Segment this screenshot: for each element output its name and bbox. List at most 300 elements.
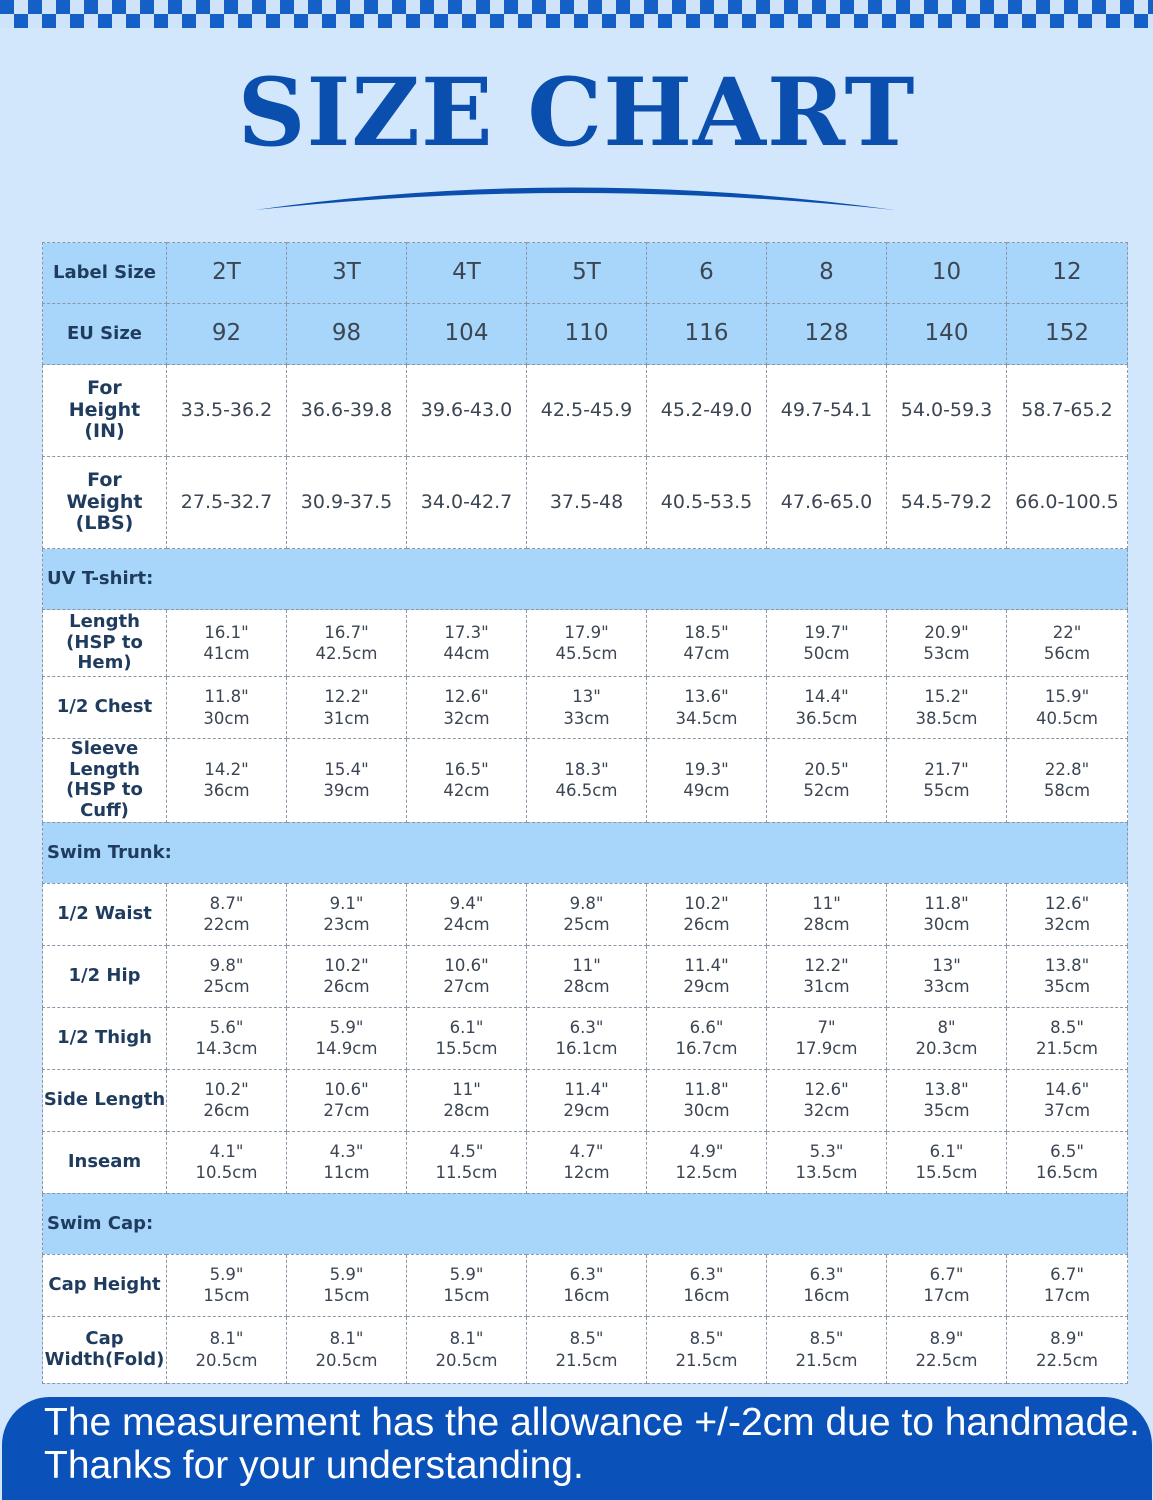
cm-value: 58cm [1043,781,1091,801]
checker-square [672,0,686,14]
cm-value: 41cm [203,644,250,663]
measurement-cell [1007,1316,1128,1383]
height-cell: 45.2-49.0 [647,365,767,457]
inch-value: 8.5" [809,1329,844,1349]
cm-value: 14.3cm [195,1039,258,1059]
cm-value: 15cm [323,1286,370,1306]
cm-value: 29cm [563,1101,610,1121]
inch-value: 16.7" [324,622,369,642]
inch-value: 5.9" [329,1264,364,1284]
measurement-cell [887,1254,1007,1316]
row-label-line: 1/2 Chest [56,696,153,718]
inch-value: 13.8" [1044,955,1090,975]
cm-value: 12.5cm [675,1163,738,1183]
inch-value: 17.9" [564,622,609,642]
row-label-line: Width(Fold) [44,1348,165,1370]
cm-value: 17cm [923,1286,970,1306]
height-cell: 58.7-65.2 [1007,365,1128,457]
cm-value: 34.5cm [675,708,738,728]
checker-square [840,0,854,14]
checker-square [168,0,182,14]
measurement-cell [647,1007,767,1069]
inch-value: 6.3" [809,1264,844,1284]
cm-value: 23cm [323,915,370,935]
measurement-row [43,1131,1128,1193]
checker-square [854,14,868,28]
measurement-cell [407,1254,527,1316]
section-title: Swim Trunk: [43,822,1128,883]
checker-square [518,14,532,28]
inch-value: 12.6" [1044,893,1090,913]
measurement-row [43,739,1128,823]
inch-value: 5.9" [209,1264,244,1284]
measurement-cell [647,1131,767,1193]
inch-value: 5.9" [329,1017,364,1037]
measurement-cell [287,610,407,677]
section-header-row [43,549,1128,610]
weight-cell: 54.5-79.2 [887,457,1007,549]
inch-value: 11.4" [684,955,729,975]
cm-value: 44cm [443,644,490,663]
inch-value: 12.2" [324,687,369,707]
checker-square [70,14,84,28]
measurement-cell [527,1069,647,1131]
row-label-line: Inseam [67,1150,142,1172]
measurement-cell [887,1007,1007,1069]
weight-cell: 37.5-48 [527,457,647,549]
cm-value: 42cm [443,781,490,801]
inch-value: 22" [1052,622,1082,642]
checker-square [1036,0,1050,14]
height-row [43,365,1128,457]
measurement-row [43,677,1128,739]
cm-value: 16.1cm [555,1039,618,1059]
inch-value: 4.5" [449,1141,484,1161]
checker-border [0,0,1153,28]
cm-value: 21.5cm [795,1350,858,1370]
cm-value: 36cm [203,781,250,801]
measurement-cell [1007,945,1128,1007]
checker-square [574,14,588,28]
eu_size-cell: 98 [287,304,407,365]
measurement-cell [767,1316,887,1383]
checker-square [406,14,420,28]
checker-square [1106,14,1120,28]
checker-square [952,0,966,14]
checker-square [336,0,350,14]
row-label-line: Length [69,610,140,632]
checker-square [294,14,308,28]
measurement-cell [407,1007,527,1069]
measurement-cell [167,1007,287,1069]
inch-value: 13.8" [924,1079,969,1099]
measurement-cell [767,1254,887,1316]
cm-value: 36.5cm [795,708,858,728]
measurement-cell [887,1131,1007,1193]
inch-value: 8.5" [569,1329,604,1349]
measurement-cell [767,1007,887,1069]
cm-value: 11cm [323,1163,370,1183]
row-label [43,610,167,677]
measurement-row [43,945,1128,1007]
measurement-cell [167,610,287,677]
cm-value: 24cm [443,915,490,935]
label_size-cell: 12 [1007,243,1128,304]
cm-value: 25cm [203,977,250,997]
cm-value: 16cm [683,1286,730,1306]
checker-square [154,14,168,28]
measurement-cell [287,739,407,823]
measurement-cell [1007,739,1128,823]
measurement-cell [1007,883,1128,945]
inch-value: 8.9" [929,1329,964,1349]
inch-value: 18.5" [684,622,729,642]
cm-value: 17.9cm [795,1039,858,1059]
eu_size-cell: 116 [647,304,767,365]
row-label-line: Hem) [77,652,132,674]
checker-square [1120,0,1134,14]
checker-square [756,0,770,14]
measurement-cell [647,883,767,945]
checker-square [504,0,518,14]
inch-value: 4.7" [569,1141,604,1161]
weight-cell: 66.0-100.5 [1007,457,1128,549]
inch-value: 8.7" [209,893,244,913]
inch-value: 9.4" [449,893,484,913]
row-label-line: (LBS) [75,512,134,535]
cm-value: 16.7cm [675,1039,738,1059]
checker-square [1008,0,1022,14]
checker-square [28,0,42,14]
cm-value: 50cm [803,644,850,663]
checker-square [532,0,546,14]
row-label [43,365,167,457]
checker-square [980,0,994,14]
measurement-cell [527,1007,647,1069]
checker-square [126,14,140,28]
checker-square [588,0,602,14]
inch-value: 6.1" [449,1017,484,1037]
section-header-row [43,822,1128,883]
inch-value: 8.5" [1050,1017,1084,1037]
checker-square [560,0,574,14]
measurement-cell [887,945,1007,1007]
measurement-cell [647,1254,767,1316]
measurement-row [43,1316,1128,1383]
measurement-cell [647,1069,767,1131]
measurement-cell [167,677,287,739]
row-label-line: For [87,468,122,491]
measurement-cell [407,1316,527,1383]
checker-square [392,0,406,14]
title-swoosh [250,180,900,220]
cm-value: 29cm [683,977,730,997]
row-label [43,1131,167,1193]
eu_size-cell: 104 [407,304,527,365]
measurement-cell [767,677,887,739]
measurement-cell [527,1254,647,1316]
measurement-cell [767,945,887,1007]
checker-square [826,14,840,28]
row-label-line: Cap [85,1328,124,1350]
row-label-line: For [87,376,122,399]
row-label-line: (HSP to Cuff) [66,779,143,822]
checker-square [1092,0,1106,14]
checker-square [84,0,98,14]
label_size-row [43,243,1128,304]
row-label-line: 1/2 Thigh [57,1026,152,1048]
cm-value: 22.5cm [915,1350,978,1370]
checker-square [1134,14,1148,28]
row-label-line: (HSP to [66,631,143,653]
row-label-line: 1/2 Waist [57,902,152,924]
measurement-cell [767,739,887,823]
inch-value: 6.6" [689,1017,724,1037]
checker-square [994,14,1008,28]
inch-value: 15.2" [924,687,969,707]
inch-value: 18.3" [564,759,609,779]
cm-value: 25cm [563,915,610,935]
checker-square [42,14,56,28]
row-label: EU Size [43,304,167,365]
label_size-cell: 4T [407,243,527,304]
cm-value: 30cm [923,915,970,935]
inch-value: 6.3" [569,1264,604,1284]
height-cell: 36.6-39.8 [287,365,407,457]
inch-value: 11.8" [684,1079,729,1099]
checker-square [364,0,378,14]
weight-cell: 34.0-42.7 [407,457,527,549]
checker-square [910,14,924,28]
cm-value: 20.5cm [195,1350,258,1370]
measurement-cell [527,739,647,823]
cm-value: 49cm [683,781,730,801]
cm-value: 16cm [563,1286,610,1306]
row-label [43,945,167,1007]
height-cell: 49.7-54.1 [767,365,887,457]
cm-value: 15cm [203,1286,250,1306]
inch-value: 10.2" [684,893,729,913]
cm-value: 15cm [443,1286,490,1306]
cm-value: 15.5cm [435,1039,498,1059]
cm-value: 12cm [563,1163,610,1183]
inch-value: 9.8" [569,893,604,913]
inch-value: 20.9" [924,622,969,642]
cm-value: 32cm [1043,915,1091,935]
checker-square [462,14,476,28]
cm-value: 20.5cm [435,1350,498,1370]
footer-line-2: Thanks for your understanding. [44,1444,584,1487]
measurement-cell [407,883,527,945]
row-label: Label Size [43,243,167,304]
inch-value: 8.1" [329,1329,364,1349]
checker-square [868,0,882,14]
inch-value: 11" [812,893,841,913]
checker-square [98,14,112,28]
checker-square [420,0,434,14]
height-cell: 33.5-36.2 [167,365,287,457]
inch-value: 9.8" [209,955,244,975]
cm-value: 28cm [803,915,850,935]
label_size-cell: 5T [527,243,647,304]
inch-value: 5.6" [209,1017,244,1037]
measurement-cell [287,1316,407,1383]
weight-cell: 40.5-53.5 [647,457,767,549]
weight-cell: 30.9-37.5 [287,457,407,549]
checker-square [812,0,826,14]
measurement-cell [287,1254,407,1316]
cm-value: 30cm [683,1101,730,1121]
measurement-row [43,1007,1128,1069]
checker-square [546,14,560,28]
cm-value: 14.9cm [315,1039,378,1059]
inch-value: 16.5" [444,759,489,779]
footer-line-1: The measurement has the allowance +/-2cm due to handmade. [44,1401,1140,1444]
measurement-cell [407,739,527,823]
measurement-cell [887,610,1007,677]
cm-value: 13.5cm [795,1163,858,1183]
height-cell: 54.0-59.3 [887,365,1007,457]
cm-value: 33cm [563,708,610,728]
cm-value: 22cm [203,915,250,935]
cm-value: 45.5cm [555,644,618,663]
measurement-cell [407,945,527,1007]
checker-square [280,0,294,14]
inch-value: 11.8" [204,687,249,707]
checker-square [322,14,336,28]
inch-value: 5.9" [449,1264,484,1284]
cm-value: 35cm [923,1101,970,1121]
inch-value: 11" [452,1079,481,1099]
checker-square [378,14,392,28]
inch-value: 14.4" [804,687,849,707]
measurement-cell [167,1254,287,1316]
inch-value: 10.6" [444,955,489,975]
checker-square [224,0,238,14]
checker-square [1148,0,1153,14]
measurement-cell [287,945,407,1007]
eu_size-cell: 92 [167,304,287,365]
inch-value: 5.3" [809,1141,844,1161]
measurement-cell [527,677,647,739]
cm-value: 20.3cm [915,1039,978,1059]
cm-value: 15.5cm [915,1163,978,1183]
inch-value: 17.3" [444,622,489,642]
cm-value: 42.5cm [315,644,378,663]
checker-square [644,0,658,14]
row-label-line: Cap Height [48,1273,161,1295]
cm-value: 56cm [1043,644,1091,663]
inch-value: 15.4" [324,759,369,779]
label_size-cell: 2T [167,243,287,304]
cm-value: 11.5cm [435,1163,498,1183]
cm-value: 17cm [1043,1286,1091,1306]
eu_size-cell: 128 [767,304,887,365]
measurement-cell [527,1131,647,1193]
checker-square [784,0,798,14]
measurement-cell [647,739,767,823]
cm-value: 46.5cm [555,781,618,801]
weight-cell: 27.5-32.7 [167,457,287,549]
inch-value: 8" [937,1017,956,1037]
checker-square [196,0,210,14]
cm-value: 16cm [803,1286,850,1306]
checker-square [434,14,448,28]
cm-value: 28cm [443,1101,490,1121]
inch-value: 6.3" [569,1017,604,1037]
inch-value: 13" [572,687,601,707]
inch-value: 6.7" [1050,1264,1084,1284]
row-label [43,457,167,549]
checker-square [14,14,28,28]
measurement-cell [167,883,287,945]
measurement-cell [527,883,647,945]
checker-square [896,0,910,14]
measurement-row [43,610,1128,677]
cm-value: 26cm [323,977,370,997]
cm-value: 21.5cm [555,1350,618,1370]
checker-square [350,14,364,28]
size-table [42,242,1128,1384]
row-label [43,1254,167,1316]
inch-value: 14.2" [204,759,249,779]
cm-value: 16.5cm [1036,1163,1098,1183]
cm-value: 55cm [923,781,970,801]
checker-square [770,14,784,28]
checker-square [686,14,700,28]
inch-value: 12.6" [804,1079,849,1099]
inch-value: 6.5" [1050,1141,1084,1161]
cm-value: 22.5cm [1036,1350,1098,1370]
row-label [43,739,167,823]
cm-value: 28cm [563,977,610,997]
measurement-cell [647,677,767,739]
checker-square [1050,14,1064,28]
checker-square [56,0,70,14]
eu_size-cell: 152 [1007,304,1128,365]
checker-square [266,14,280,28]
checker-square [658,14,672,28]
measurement-row [43,883,1128,945]
inch-value: 8.5" [689,1329,724,1349]
row-label [43,1007,167,1069]
checker-square [210,14,224,28]
label_size-cell: 10 [887,243,1007,304]
checker-square [742,14,756,28]
measurement-cell [887,883,1007,945]
checker-square [700,0,714,14]
measurement-row [43,1254,1128,1316]
row-label [43,1316,167,1383]
measurement-cell [647,610,767,677]
measurement-cell [407,677,527,739]
measurement-cell [1007,1069,1128,1131]
measurement-cell [527,1316,647,1383]
cm-value: 31cm [323,708,370,728]
cm-value: 37cm [1043,1101,1091,1121]
measurement-cell [887,739,1007,823]
inch-value: 11" [572,955,601,975]
inch-value: 14.6" [1044,1079,1090,1099]
row-label-line: Length [69,758,140,780]
measurement-cell [407,1131,527,1193]
measurement-cell [167,1316,287,1383]
cm-value: 31cm [803,977,850,997]
inch-value: 6.1" [929,1141,964,1161]
measurement-cell [167,739,287,823]
cm-value: 20.5cm [315,1350,378,1370]
checker-square [182,14,196,28]
